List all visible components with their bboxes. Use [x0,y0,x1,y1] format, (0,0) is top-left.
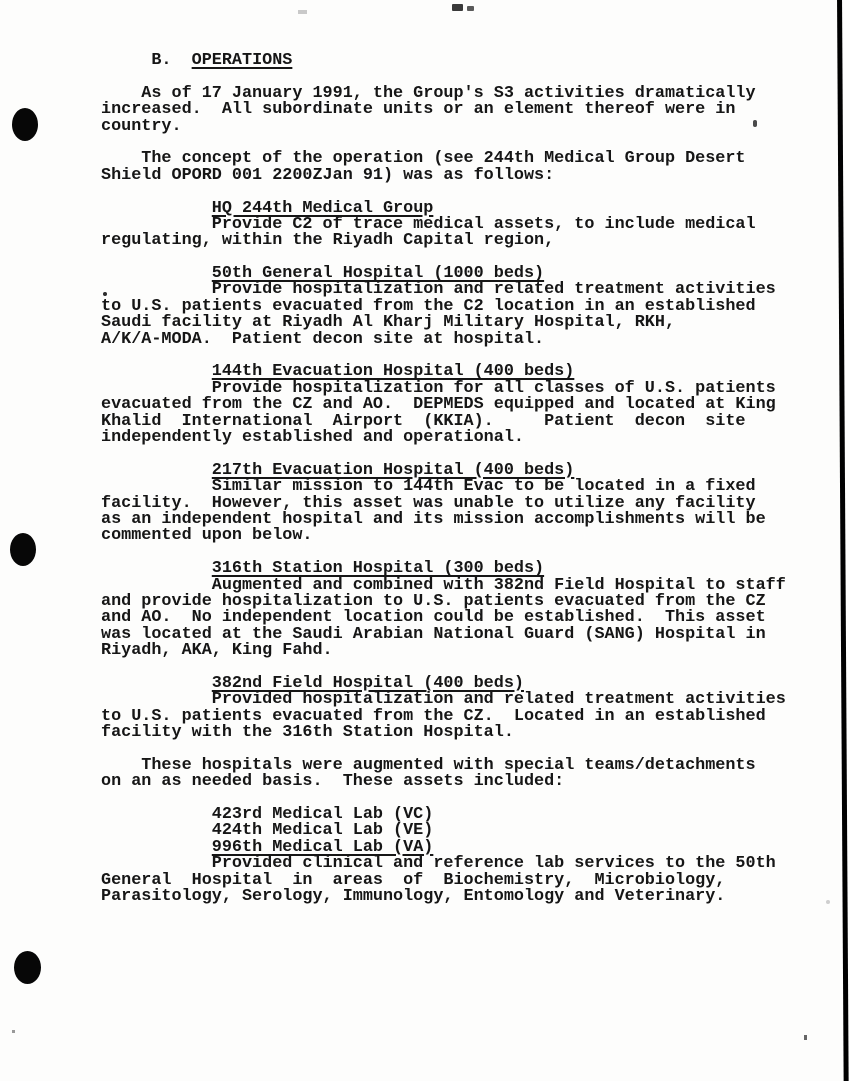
text-line [101,774,786,790]
line-text: Provide hospitalization for all classes of U.S. patients [101,378,776,398]
line-text: independently established and operational. [101,427,524,447]
line-text: Shield OPORD 001 2200ZJan 91) was as follows: [101,165,555,185]
hole-punch-mark [12,108,38,141]
line-text: Parasitology, Serology, Immunology, Entomology and Veterinary. [101,886,726,906]
para-augmented [101,755,786,792]
line-text: evacuated from the CZ and AO. DEPMEDS equipped and located at King [101,395,776,415]
line-text: These hospitals were augmented with special teams/detachments [101,755,756,775]
text-line [101,53,786,69]
unit-382nd-field [101,673,786,743]
section-heading [101,53,786,69]
line-text: increased. All subordinate units or an element thereof were in [101,100,736,120]
line-text: to U.S. patients evacuated from the CZ. Located in an established [101,706,766,726]
line-text: Provide hospitalization and related treatment activities [101,280,776,300]
line-text: to U.S. patients evacuated from the C2 location in an established [101,296,756,316]
line-text: A/K/A-MODA. Patient decon site at hospital. [101,329,545,349]
text-line [101,233,786,249]
line-text: The concept of the operation (see 244th Medical Group Desert [101,149,746,169]
line-text: facility with the 316th Station Hospital. [101,723,514,743]
line-text: country. [101,116,182,136]
line-text: Provide C2 of trace medical assets, to include medical [101,214,756,234]
scan-speck [826,900,830,904]
line-text: Similar mission to 144th Evac to be located in a fixed [101,477,756,497]
text-line [101,886,786,906]
line-text: 382nd Field Hospital (400 beds) [211,673,524,693]
line-text: on an as needed basis. These assets included: [101,772,565,792]
hole-punch-mark [10,533,36,566]
scan-speck [467,6,474,11]
text-line [101,528,786,544]
hole-punch-mark [14,951,41,984]
line-text: Khalid International Airport (KKIA). Patient decon site [101,411,746,431]
line-text: facility. However, this asset was unable to utilize any facility [101,493,756,513]
text-line [101,329,786,349]
unit-50th-general [101,266,786,348]
unit-217th-evac [101,460,786,546]
line-text: and provide hospitalization to U.S. patients evacuated from the CZ [101,591,766,611]
text-line [101,643,786,659]
line-text: as an independent hospital and its mission accomplishments will be [101,509,766,529]
line-text: General Hospital in areas of Biochemistry, Microbiology, [101,870,726,890]
text-line [101,165,786,185]
document-text [101,53,786,905]
line-text: 144th Evacuation Hospital (400 beds) [211,362,575,382]
line-text: commented upon below. [101,526,313,546]
scan-speck [452,4,463,11]
line-text: and AO. No independent location could be established. This asset [101,608,766,628]
unit-medical-labs [101,804,786,906]
line-text: 316th Station Hospital (300 beds) [211,559,545,579]
unit-316th-station [101,561,786,659]
line-text: 217th Evacuation Hospital (400 beds) [211,460,575,480]
line-text: HQ 244th Medical Group [211,198,434,218]
line-text: regulating, within the Riyadh Capital region, [101,231,555,251]
line-text: 996th Medical Lab (VA) [211,837,434,857]
line-text: OPERATIONS [191,51,293,70]
scan-speck [12,1030,15,1033]
text-line [101,427,786,447]
text-line [101,116,786,136]
para-concept [101,151,786,184]
line-indent: B. [101,51,192,70]
scan-edge-line [837,0,849,1081]
line-text: Augmented and combined with 382nd Field Hospital to staff [101,575,786,595]
line-text: As of 17 January 1991, the Group's S3 activities dramatically [101,83,756,103]
line-text: Saudi facility at Riyadh Al Kharj Military Hospital, RKH, [101,313,676,333]
unit-hq-244th [101,198,786,251]
text-line [101,102,786,118]
text-line [101,725,786,741]
scan-speck [804,1035,807,1040]
line-text: Provided clinical and reference lab services to the 50th [101,854,776,874]
line-text: Riyadh, AKA, King Fahd. [101,641,333,661]
unit-144th-evac [101,364,786,446]
para-s3-activities [101,83,786,136]
line-text: 50th General Hospital (1000 beds) [211,264,545,284]
line-text: Provided hospitalization and related treatment activities [101,690,786,710]
scan-speck [298,10,307,14]
line-text: 424th Medical Lab (VE) [101,821,434,841]
line-text: 423rd Medical Lab (VC) [101,804,434,824]
line-text: was located at the Saudi Arabian National Guard (SANG) Hospital in [101,624,766,644]
